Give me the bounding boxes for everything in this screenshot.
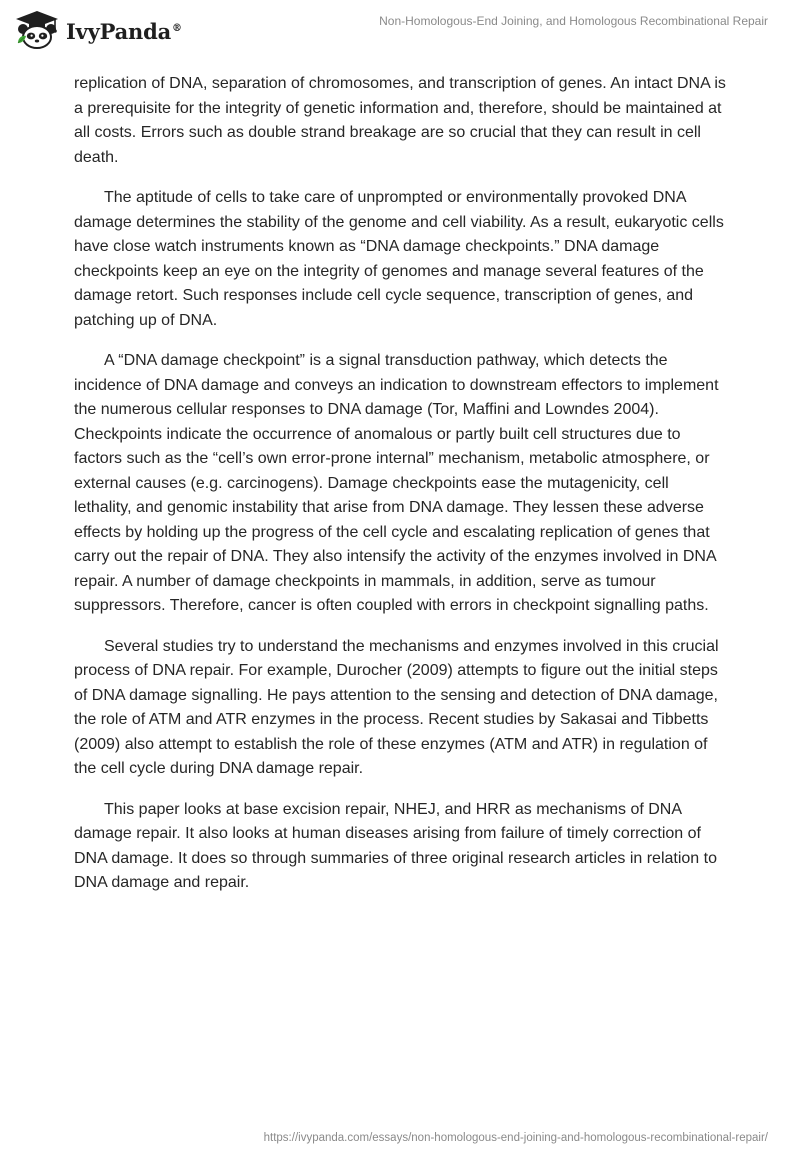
paragraph: replication of DNA, separation of chromosomes, and transcription of genes. An intact DNA is a prerequisite for the integrity of genetic information and, therefore, should be maintained at all costs. Errors such as double strand breakage are so crucial that they can result in cell death. [74,75,726,166]
paragraph: A “DNA damage checkpoint” is a signal transduction pathway, which detects the incidence of DNA damage and conveys an indication to downstream effectors to implement the numerous cellular responses to DNA damage (Tor, Maffini and Lowndes 2004). Checkpoints indicate the occurrence of anomalous or partly built cell structures due to factors such as the “cell’s own error-prone internal” mechanism, metabolic atmosphere, or external causes (e.g. carcinogens). Damage checkpoints ease the mutagenicity, cell lethality, and genomic instability that arise from DNA damage. They lessen these adverse effects by holding up the progress of the cell cycle and escalating replication of genes that carry out the repair of DNA. They also intensify the activity of the enzymes involved in DNA repair. A number of damage checkpoints in mammals, in addition, serve as tumour suppressors. Therefore, cancer is often coupled with errors in checkpoint signalling paths. [74,352,719,614]
paragraph: The aptitude of cells to take care of unprompted or environmentally provoked DNA damage determines the stability of the genome and cell viability. As a result, eukaryotic cells have close watch instruments known as “DNA damage checkpoints.” DNA damage checkpoints keep an eye on the integrity of genomes and manage several features of the damage retort. Such responses include cell cycle sequence, transcription of genes, and patching up of DNA. [74,189,724,329]
registered-mark: ® [172,22,182,34]
ivypanda-logo[interactable] [14,10,182,50]
essay-body [74,72,730,912]
panda-mascot-icon [14,10,60,50]
source-url-link[interactable]: https://ivypanda.com/essays/non-homologous-end-joining-and-homologous-recombinational-repair/ [263,1132,768,1144]
brand-name: IvyPanda® [66,18,182,44]
page-header [0,0,800,60]
paragraph: This paper looks at base excision repair, NHEJ, and HRR as mechanisms of DNA damage repair. It also looks at human diseases arising from failure of timely correction of DNA damage. It does so through summaries of three original research articles in relation to DNA damage and repair. [74,800,717,891]
paragraph: Several studies try to understand the mechanisms and enzymes involved in this crucial process of DNA repair. For example, Durocher (2009) attempts to figure out the initial steps of DNA damage signalling. He pays attention to the sensing and detection of DNA damage, the role of ATM and ATR enzymes in the process. Recent studies by Sakasai and Tibbetts (2009) also attempt to establish the role of these enzymes (ATM and ATR) in regulation of the cell cycle during DNA damage repair. [74,637,719,777]
document-title: Non-Homologous-End Joining, and Homologous Recombinational Repair [379,14,768,28]
